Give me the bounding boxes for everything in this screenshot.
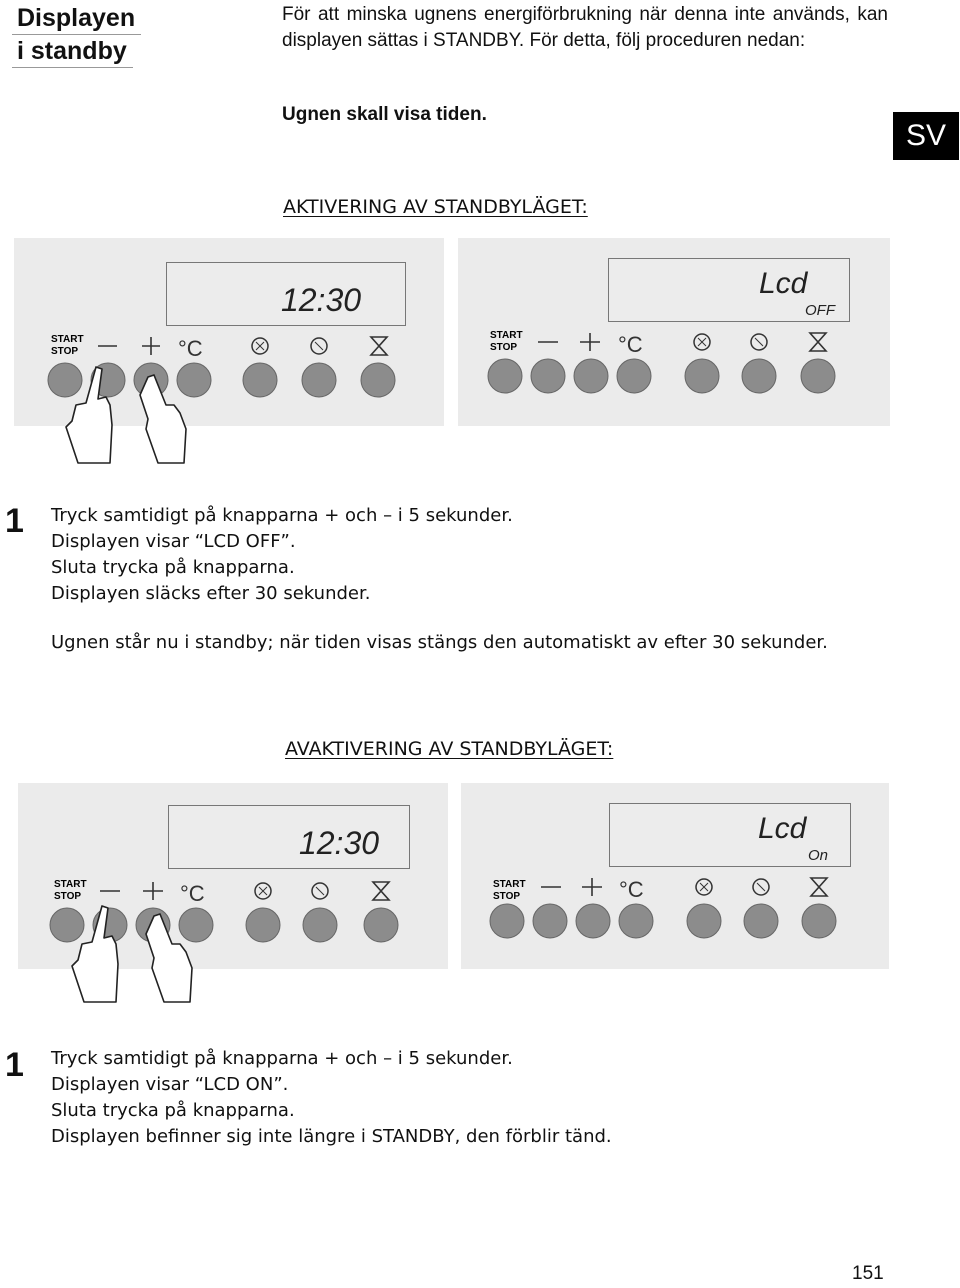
lcd-display xyxy=(609,803,851,867)
start-stop-button xyxy=(490,904,524,938)
step-line: Displayen visar “LCD OFF”. xyxy=(51,531,296,552)
timer-icon xyxy=(312,883,328,899)
hourglass-button xyxy=(361,363,395,397)
celsius-label: °C xyxy=(618,332,643,357)
timer-icon xyxy=(311,338,327,354)
lcd-display xyxy=(166,262,406,326)
activation-steps xyxy=(51,503,513,607)
hand-right-icon xyxy=(146,914,192,1002)
button-row xyxy=(461,897,889,947)
hand-left-icon xyxy=(72,906,118,1002)
section-title xyxy=(12,2,141,68)
lcd-display xyxy=(168,805,410,869)
display-time xyxy=(167,263,405,325)
clock-icon xyxy=(696,879,712,895)
clock-icon xyxy=(252,338,268,354)
timer-button xyxy=(742,359,776,393)
requirement-text: Ugnen skall visa tiden. xyxy=(282,104,487,125)
intro-paragraph: För att minska ugnens energiförbrukning när denna inte används, kan displayen sättas i STANDBY. För detta, följ proceduren nedan: xyxy=(282,4,888,51)
clock-icon xyxy=(694,334,710,350)
minus-button xyxy=(533,904,567,938)
display-time xyxy=(169,806,409,868)
stop-label: STOP xyxy=(493,891,521,902)
hourglass-button xyxy=(801,359,835,393)
plus-icon xyxy=(582,878,602,896)
plus-icon xyxy=(142,337,160,355)
step-number: 1 xyxy=(5,502,24,540)
plus-icon xyxy=(580,333,600,351)
page-number: 151 xyxy=(852,1263,884,1284)
standby-note: Ugnen står nu i standby; när tiden visas stängs den automatiskt av efter 30 sekunder. xyxy=(51,632,828,653)
celsius-button xyxy=(619,904,653,938)
plus-icon xyxy=(143,882,163,900)
clock-button xyxy=(685,359,719,393)
celsius-label: °C xyxy=(178,336,203,361)
timer-button xyxy=(303,908,337,942)
pressing-hands-icon xyxy=(52,365,212,475)
step-line: Displayen visar “LCD ON”. xyxy=(51,1074,289,1095)
section-title-line-1: Displayen xyxy=(12,2,141,35)
language-tab: SV xyxy=(893,112,959,160)
clock-button xyxy=(243,363,277,397)
lcd-display xyxy=(608,258,850,322)
clock-button xyxy=(246,908,280,942)
start-label: START xyxy=(490,330,523,341)
control-panel-right-activation xyxy=(458,238,890,426)
hourglass-icon xyxy=(371,337,387,355)
hand-right-icon xyxy=(140,375,186,463)
timer-icon xyxy=(751,334,767,350)
plus-button xyxy=(574,359,608,393)
display-time-text: 12:30 xyxy=(298,825,380,861)
step-line: Tryck samtidigt på knapparna + och – i 5 sekunder. xyxy=(51,1048,513,1069)
deactivation-steps xyxy=(51,1046,612,1150)
display-time-text: 12:30 xyxy=(280,282,362,318)
deactivation-heading: AVAKTIVERING AV STANDBYLÄGET: xyxy=(285,738,614,760)
button-row xyxy=(458,352,890,402)
hourglass-icon xyxy=(373,882,389,900)
step-line: Displayen släcks efter 30 sekunder. xyxy=(51,583,371,604)
start-stop-button xyxy=(488,359,522,393)
plus-button xyxy=(576,904,610,938)
timer-icon xyxy=(753,879,769,895)
activation-heading: AKTIVERING AV STANDBYLÄGET: xyxy=(283,196,588,218)
hourglass-button xyxy=(802,904,836,938)
timer-button xyxy=(302,363,336,397)
display-main-text: Lcd xyxy=(759,267,808,300)
celsius-button xyxy=(617,359,651,393)
celsius-label: °C xyxy=(180,881,205,906)
display-main-text: Lcd xyxy=(758,812,807,845)
minus-button xyxy=(531,359,565,393)
step-line: Tryck samtidigt på knapparna + och – i 5 sekunder. xyxy=(51,505,513,526)
display-sub-text: On xyxy=(808,847,829,864)
pressing-hands-icon xyxy=(58,904,218,1014)
step-number: 1 xyxy=(5,1046,24,1084)
step-line: Sluta trycka på knapparna. xyxy=(51,557,295,578)
hand-left-icon xyxy=(66,367,112,463)
celsius-label: °C xyxy=(619,877,644,902)
timer-button xyxy=(744,904,778,938)
stop-label: STOP xyxy=(54,891,82,902)
step-line: Displayen befinner sig inte längre i STANDBY, den förblir tänd. xyxy=(51,1126,612,1147)
section-title-line-2: i standby xyxy=(12,35,133,68)
display-lcd-on xyxy=(610,804,850,866)
stop-label: STOP xyxy=(490,342,518,353)
display-lcd-off xyxy=(609,259,849,321)
hourglass-icon xyxy=(810,333,826,351)
clock-icon xyxy=(255,883,271,899)
clock-button xyxy=(687,904,721,938)
hourglass-button xyxy=(364,908,398,942)
control-panel-right-deactivation xyxy=(461,783,889,969)
display-sub-text: OFF xyxy=(805,302,835,319)
start-label: START xyxy=(54,879,87,890)
hourglass-icon xyxy=(811,878,827,896)
step-line: Sluta trycka på knapparna. xyxy=(51,1100,295,1121)
stop-label: STOP xyxy=(51,346,79,357)
start-label: START xyxy=(493,879,526,890)
start-label: START xyxy=(51,334,84,345)
